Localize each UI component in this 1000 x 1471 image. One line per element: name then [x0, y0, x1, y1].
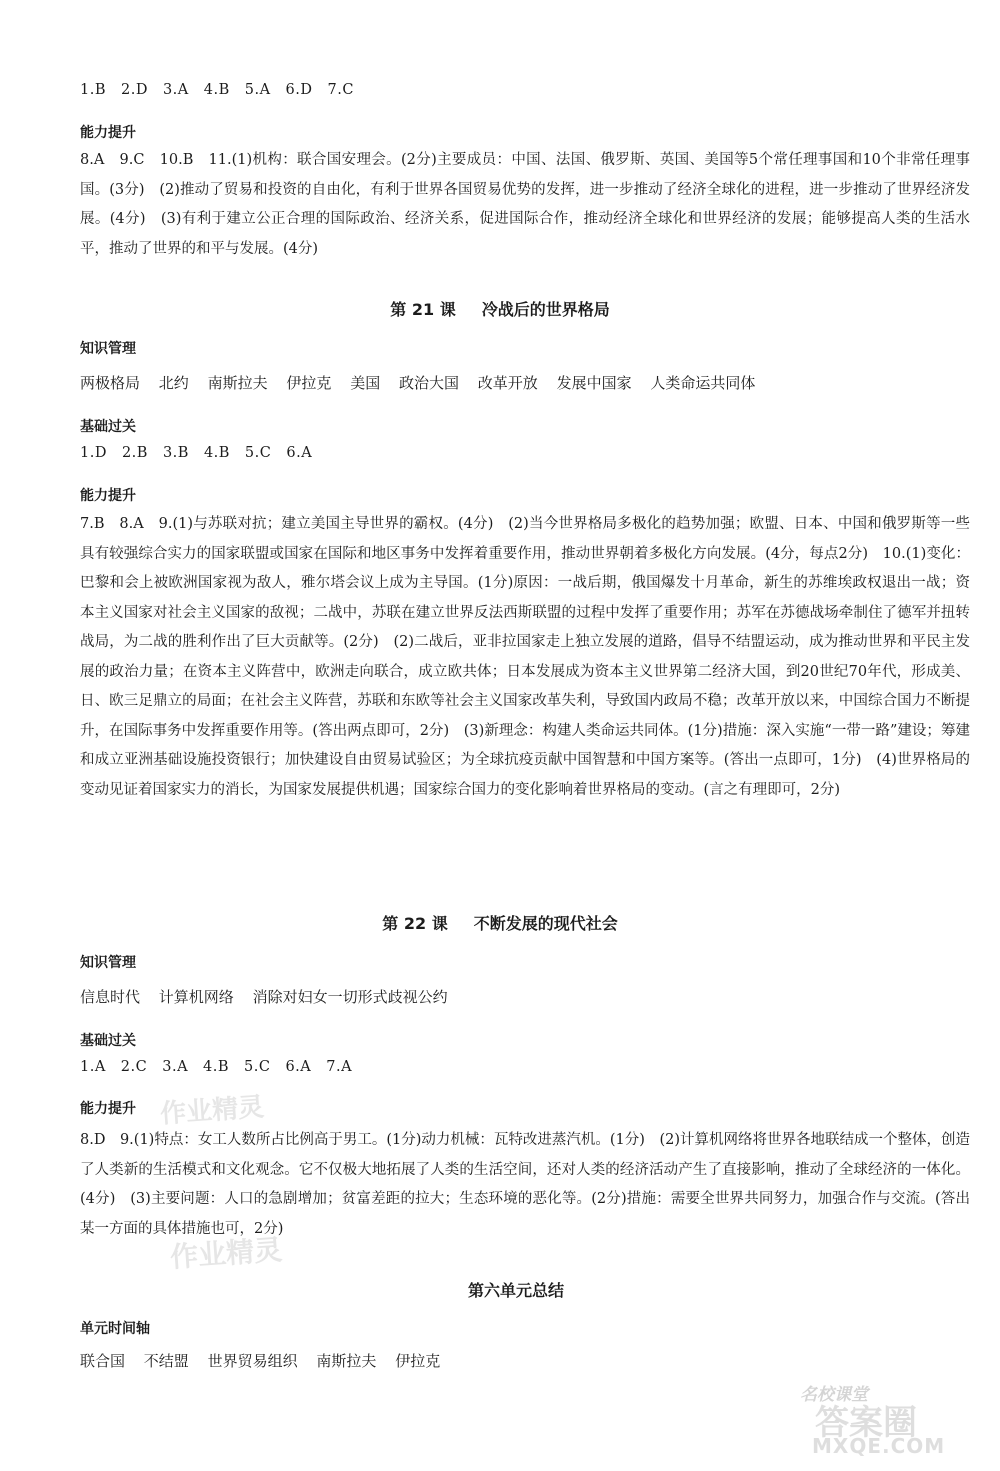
- lesson22-basic-heading: 基础过关: [80, 1033, 136, 1049]
- term: 北约: [158, 374, 189, 392]
- lesson22-knowledge-heading: 知识管理: [80, 955, 136, 971]
- lesson22-title: [0, 911, 1000, 934]
- term: 两极格局: [80, 374, 141, 392]
- lesson22-ability-heading: 能力提升: [80, 1101, 136, 1117]
- lesson21-ability-text: 7.B 8.A 9.(1)与苏联对抗；建立美国主导世界的霸权。(4分) (2)当今世界格局多极化的趋势加强；欧盟、日本、中国和俄罗斯等一些具有较强综合实力的国家联盟或国家在国际和地区事务中发挥着重要作用，推动世界朝着多极化方向发展。(4分，每点2分) 10.(1)变化：巴黎和会上被欧洲国家视为敌人，雅尔塔会议上成为主导国。(1分)原因：一战后期，俄国爆发十月革命，新生的苏维埃政权退出一战；资本主义国家对社会主义国家的敌视；二战中，苏联在建立世界反法西斯联盟的过程中发挥了重要作用；苏军在苏德战场牵制住了德军并扭转战局，为二战的胜利作出了巨大贡献等。(2分) (2)二战后，亚非拉国家走上独立发展的道路，倡导不结盟运动，成为推动世界和平民主发展的政治力量；在资本主义阵营中，欧洲走向联合，成立欧共体；日本发展成为资本主义世界第二经济大国，到20世纪70年代，形成美、日、欧三足鼎立的局面；在社会主义阵营，苏联和东欧等社会主义国家改革失利，导致国内政局不稳；改革开放以来，中国综合国力不断提升，在国际事务中发挥重要作用等。(答出两点即可，2分) (3)新理念：构建人类命运共同体。(1分)措施：深入实施“一带一路”建设；筹建和成立亚洲基础设施投资银行；加快建设自由贸易试验区；为全球抗疫贡献中国智慧和中国方案等。(答出一点即可，1分) (4)世界格局的变动见证着国家实力的消长，为国家发展提供机遇；国家综合国力的变化影响着世界格局的变动。(言之有理即可，2分): [80, 516, 970, 798]
- term: 不结盟: [143, 1352, 189, 1370]
- top-answers: 1.B 2.D 3.A 4.B 5.A 6.D 7.C: [80, 82, 354, 98]
- lesson21-ability-heading: 能力提升: [80, 488, 136, 504]
- lesson21-knowledge-heading: 知识管理: [80, 341, 136, 357]
- term: 世界贸易组织: [207, 1352, 298, 1370]
- watermark-site: MXQE.COM: [812, 1434, 946, 1458]
- term: 南斯拉夫: [316, 1352, 377, 1370]
- lesson21-knowledge-terms: [80, 372, 769, 393]
- watermark-footer: 名校课堂: [800, 1385, 868, 1405]
- unit6-title: 第六单元总结: [468, 1281, 565, 1300]
- term: 信息时代: [80, 988, 141, 1006]
- lesson21-basic-answers: 1.D 2.B 3.B 4.B 5.C 6.A: [80, 445, 313, 461]
- lesson22-basic-answers: 1.A 2.C 3.A 4.B 5.C 6.A 7.A: [80, 1059, 353, 1075]
- term: 联合国: [80, 1352, 126, 1370]
- term: 美国: [350, 374, 381, 392]
- watermark-mid1: 作业精灵: [159, 1092, 266, 1130]
- watermark-mid2: 作业精灵: [169, 1233, 284, 1274]
- term: 伊拉克: [286, 374, 332, 392]
- term: 发展中国家: [556, 374, 632, 392]
- top-ability-heading: 能力提升: [80, 125, 136, 141]
- term: 人类命运共同体: [650, 374, 756, 392]
- term: 计算机网络: [158, 988, 234, 1006]
- lesson22-name: 不断发展的现代社会: [473, 914, 618, 933]
- term: 消除对妇女一切形式歧视公约: [252, 988, 448, 1006]
- lesson21-basic-heading: 基础过关: [80, 419, 136, 435]
- lesson22-number: 第 22 课: [382, 914, 448, 933]
- term: 南斯拉夫: [207, 374, 268, 392]
- lesson21-number: 第 21 课: [390, 300, 456, 319]
- lesson21-name: 冷战后的世界格局: [481, 300, 610, 319]
- term: 改革开放: [477, 374, 538, 392]
- term: 政治大国: [398, 374, 459, 392]
- lesson21-title: [0, 297, 1000, 320]
- lesson22-knowledge-terms: [80, 986, 462, 1007]
- lesson22-ability-text: 8.D 9.(1)特点：女工人数所占比例高于男工。(1分)动力机械：瓦特改进蒸汽机。(1分) (2)计算机网络将世界各地联结成一个整体，创造了人类新的生活模式和文化观念。它不仅极大地拓展了人类的生活空间，还对人类的经济活动产生了直接影响，推动了全球经济的一体化。(4分) (3)主要问题：人口的急剧增加；贫富差距的拉大；生态环境的恶化等。(2分)措施：需要全世界共同努力，加强合作与交流。(答出某一方面的具体措施也可，2分): [80, 1132, 970, 1237]
- unit6-timeline-heading: 单元时间轴: [80, 1321, 150, 1337]
- unit6-timeline-terms: [80, 1350, 454, 1371]
- term: 伊拉克: [395, 1352, 441, 1370]
- watermark-logo: 答案圈: [815, 1403, 917, 1443]
- top-ability-text: 8.A 9.C 10.B 11.(1)机构：联合国安理会。(2分)主要成员：中国、法国、俄罗斯、英国、美国等5个常任理事国和10个非常任理事国。(3分) (2)推动了贸易和投资的自由化，有利于世界各国贸易优势的发挥，进一步推动了经济全球化的进程，进一步推动了世界经济发展。(4分) (3)有利于建立公正合理的国际政治、经济关系，促进国际合作，推动经济全球化和世界经济的发展；能够提高人类的生活水平，推动了世界的和平与发展。(4分): [80, 152, 970, 257]
